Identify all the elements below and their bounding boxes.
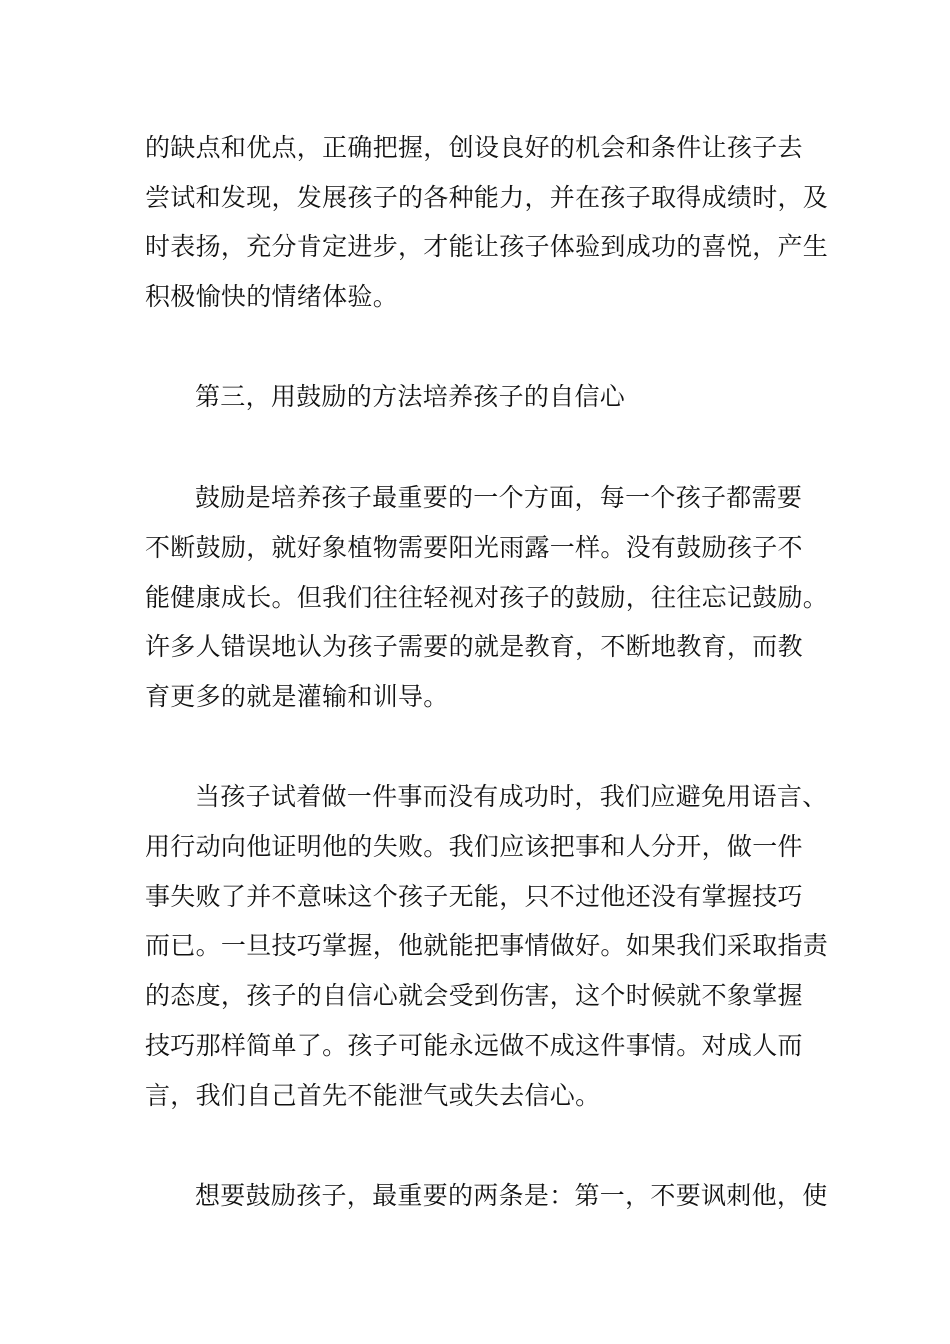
text-line: 言，我们自己首先不能泄气或失去信心。 [145, 1081, 601, 1110]
text-line: 积极愉快的情绪体验。 [145, 282, 399, 311]
text-line: 事失败了并不意味这个孩子无能，只不过他还没有掌握技巧 [145, 882, 803, 911]
text-line: 时表扬，充分肯定进步，才能让孩子体验到成功的喜悦，产生 [145, 232, 829, 261]
text-line: 许多人错误地认为孩子需要的就是教育，不断地教育，而教 [145, 632, 803, 661]
text-line: 用行动向他证明他的失败。我们应该把事和人分开，做一件 [145, 832, 803, 861]
text-line: 而已。一旦技巧掌握，他就能把事情做好。如果我们采取指责 [145, 931, 829, 960]
text-line: 不断鼓励，就好象植物需要阳光雨露一样。没有鼓励孩子不 [145, 533, 803, 562]
text-line: 育更多的就是灌输和训导。 [145, 682, 449, 711]
text-line: 的缺点和优点，正确把握，创设良好的机会和条件让孩子去 [145, 133, 803, 162]
text-line: 尝试和发现，发展孩子的各种能力，并在孩子取得成绩时，及 [145, 183, 829, 212]
text-line: 当孩子试着做一件事而没有成功时，我们应避免用语言、 [195, 782, 828, 811]
text-line: 能健康成长。但我们往往轻视对孩子的鼓励，往往忘记鼓励。 [145, 583, 829, 612]
text-line: 鼓励是培养孩子最重要的一个方面，每一个孩子都需要 [195, 483, 803, 512]
section-heading: 第三，用鼓励的方法培养孩子的自信心 [195, 382, 626, 411]
text-line: 的态度，孩子的自信心就会受到伤害，这个时候就不象掌握 [145, 981, 803, 1010]
text-line: 想要鼓励孩子，最重要的两条是：第一，不要讽刺他，使 [195, 1181, 828, 1210]
text-line: 技巧那样简单了。孩子可能永远做不成这件事情。对成人而 [145, 1031, 803, 1060]
